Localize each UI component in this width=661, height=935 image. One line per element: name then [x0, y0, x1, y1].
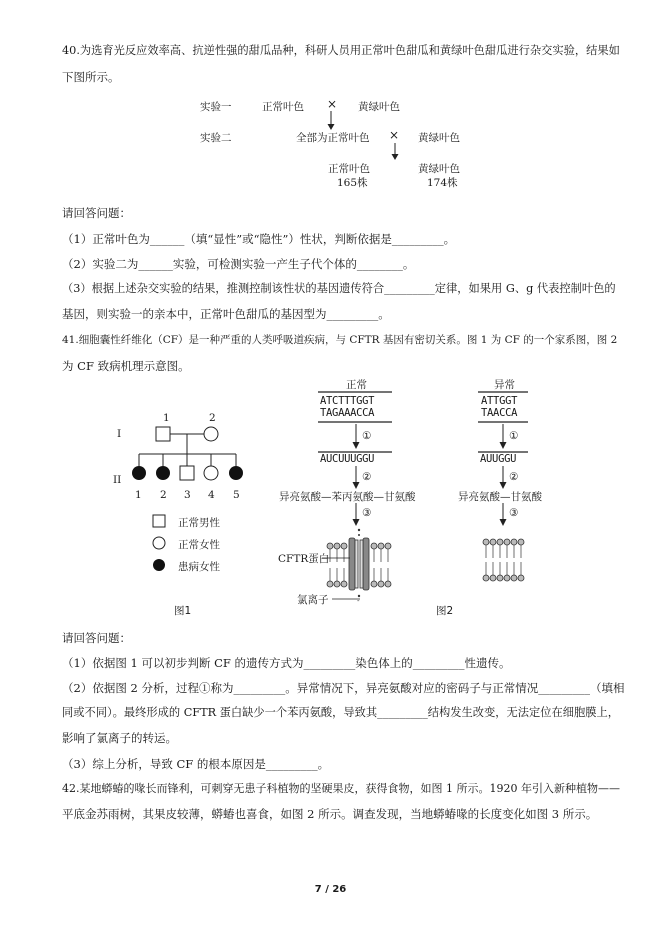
page-number: 7 / 26 — [314, 884, 347, 895]
offspring-yellow-green-count: 174株 — [427, 177, 458, 189]
abnormal-arrow-3 — [497, 503, 509, 527]
exp1-yellow-green: 黄绿叶色 — [358, 101, 400, 113]
q40-sub1: （1）正常叶色为______（填“显性”或“隐性”）性状，判断依据是_________。 — [62, 232, 456, 246]
child-4-normal-female — [204, 466, 218, 480]
parent-female-normal — [204, 427, 218, 441]
abnormal-title: 异常 — [494, 379, 515, 391]
normal-dna-bottom-strand: TAGAAACCA — [320, 407, 375, 419]
chloride-pointer-line — [332, 597, 360, 601]
child-number-1: 1 — [135, 489, 142, 501]
exp1-cross-symbol: × — [327, 97, 338, 111]
abnormal-step-2: ② — [509, 471, 519, 483]
q40-prompt: 请回答问题： — [62, 206, 131, 220]
child-number-2: 2 — [160, 489, 167, 501]
chloride-ion-label: 氯离子 — [297, 594, 329, 606]
normal-arrow-2 — [350, 466, 362, 490]
normal-membrane-cftr — [326, 526, 392, 606]
q40-sub3b: 基因，则实验一的亲本中，正常叶色甜瓜的基因型为_________。 — [62, 307, 390, 321]
q42-line1: 42.某地蟒蝽的喙长而锋利，可刺穿无患子科植物的坚硬果皮，获得食物，如图 1 所示。1920 年引入新种植物—— — [62, 782, 620, 795]
q40-line1: 40.为选育光反应效率高、抗逆性强的甜瓜品种，科研人员用正常叶色甜瓜和黄绿叶色甜瓜进行杂交实验，结果如 — [62, 44, 620, 57]
normal-dna-top-strand: ATCTTTGGT — [320, 395, 375, 407]
q41-sub3: （3）综上分析，导致 CF 的根本原因是_________。 — [62, 757, 330, 771]
normal-step-1: ① — [362, 430, 372, 442]
figure-1-caption: 图1 — [174, 605, 192, 617]
parent-number-1: 1 — [163, 412, 170, 424]
offspring-normal: 正常叶色 — [328, 163, 370, 175]
child-3-normal-male — [180, 466, 194, 480]
generation-I-label: I — [117, 428, 122, 440]
q41-sub1: （1）依据图 1 可以初步判断 CF 的遗传方式为_________染色体上的_________性遗传。 — [62, 656, 511, 670]
exp1-label: 实验一 — [200, 101, 232, 113]
exp1-normal: 正常叶色 — [262, 101, 304, 113]
offspring-normal-count: 165株 — [337, 177, 368, 189]
cftr-pointer-line — [322, 556, 350, 560]
q42-line2: 平底金苏雨树，其果皮较薄，蟒蝽也喜食，如图 2 所示。调查发现，当地蟒蝽喙的长度变化如图 3 所示。 — [62, 807, 598, 821]
abnormal-dna-line-top — [478, 390, 528, 394]
child-number-5: 5 — [233, 489, 240, 501]
q41-line2: 为 CF 致病机理示意图。 — [62, 359, 190, 373]
offspring-yellow-green: 黄绿叶色 — [418, 163, 460, 175]
abnormal-arrow-1 — [497, 424, 509, 450]
normal-mrna: AUCUUUGGU — [320, 453, 375, 465]
normal-arrow-1 — [350, 424, 362, 450]
exp2-cross-symbol: × — [389, 128, 400, 142]
child-number-3: 3 — [184, 489, 191, 501]
abnormal-step-3: ③ — [509, 507, 519, 519]
abnormal-membrane — [482, 530, 528, 586]
normal-title: 正常 — [346, 379, 367, 391]
legend-normal-male: 正常男性 — [178, 517, 220, 529]
abnormal-dna-top-strand: ATTGGT — [481, 395, 518, 407]
normal-dna-line-top — [318, 390, 392, 394]
pedigree-chart — [120, 420, 260, 490]
parent-number-2: 2 — [209, 412, 216, 424]
q40-sub2: （2）实验二为______实验，可检测实验一产生子代个体的________。 — [62, 257, 415, 271]
normal-step-3: ③ — [362, 507, 372, 519]
abnormal-arrow-2 — [497, 466, 509, 490]
cftr-protein-label: CFTR蛋白 — [278, 553, 330, 565]
normal-step-2: ② — [362, 471, 372, 483]
exp2-yellow-green: 黄绿叶色 — [418, 132, 460, 144]
abnormal-amino-acids: 异亮氨酸—甘氨酸 — [458, 491, 542, 503]
q41-sub2b: 同或不同）。最终形成的 CFTR 蛋白缺少一个苯丙氨酸，导致其_________结构发生改变，无法定位在细胞膜上， — [62, 706, 620, 719]
abnormal-mrna: AUUGGU — [480, 453, 517, 465]
abnormal-step-1: ① — [509, 430, 519, 442]
normal-arrow-3 — [350, 503, 362, 527]
exp1-arrow — [324, 111, 338, 131]
pedigree-legend-symbols — [150, 512, 170, 574]
child-2-affected-female — [156, 466, 170, 480]
child-number-4: 4 — [208, 489, 215, 501]
exp2-label: 实验二 — [200, 132, 232, 144]
q41-prompt: 请回答问题： — [62, 631, 131, 645]
normal-amino-acids: 异亮氨酸—苯丙氨酸—甘氨酸 — [279, 491, 416, 503]
q41-line1: 41.细胞囊性纤维化（CF）是一种严重的人类呼吸道疾病，与 CFTR 基因有密切关系。图 1 为 CF 的一个家系图，图 2 — [62, 334, 618, 346]
figure-2-caption: 图2 — [436, 605, 454, 617]
child-1-affected-female — [132, 466, 146, 480]
exp2-arrow — [388, 143, 402, 161]
q41-sub2a: （2）依据图 2 分析，过程①称为_________。异常情况下，异亮氨酸对应的密码子与正常情况_________（填相 — [62, 681, 625, 695]
child-5-affected-female — [229, 466, 243, 480]
q40-line2: 下图所示。 — [62, 70, 120, 84]
q40-sub3a: （3）根据上述杂交实验的结果，推测控制该性状的基因遗传符合_________定律，如果用 G、g 代表控制叶色的 — [62, 282, 616, 295]
exp2-all-normal: 全部为正常叶色 — [296, 132, 370, 144]
generation-II-label: II — [113, 474, 122, 486]
legend-normal-female: 正常女性 — [178, 539, 220, 551]
legend-affected-female: 患病女性 — [178, 561, 220, 573]
q41-sub2c: 影响了氯离子的转运。 — [62, 731, 177, 745]
svg-text:-: - — [357, 597, 360, 605]
abnormal-dna-bottom-strand: TAACCA — [481, 407, 518, 419]
parent-male-normal — [156, 427, 170, 441]
